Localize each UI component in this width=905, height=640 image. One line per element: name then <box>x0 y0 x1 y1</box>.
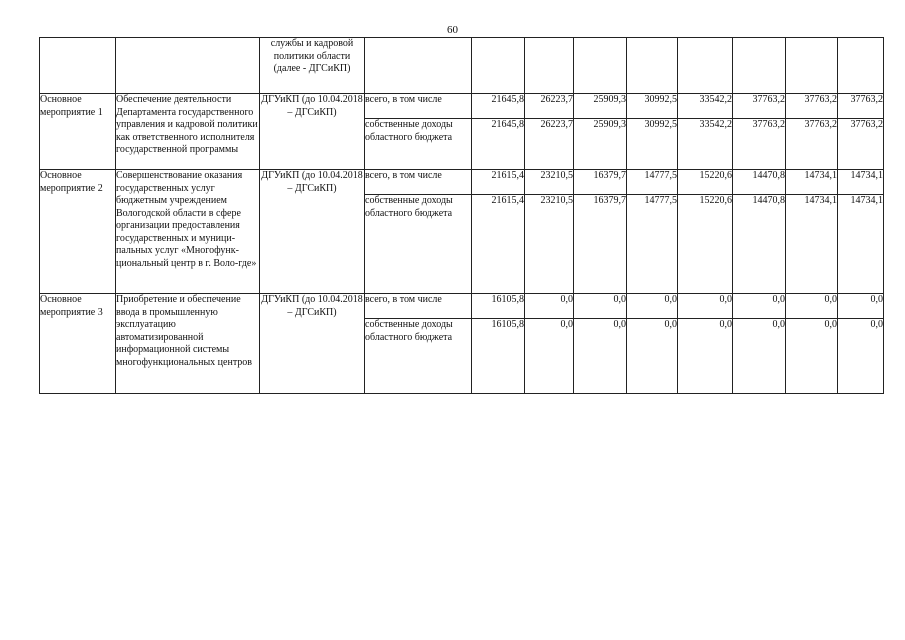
value-cell: 0,0 <box>525 294 574 319</box>
value-cell: 0,0 <box>733 319 786 394</box>
activity-name: Приобретение и обеспечение ввода в промышленную эксплуатацию автоматизированной информационной системы многофункциональных центров <box>116 294 260 394</box>
value-cell: 30992,5 <box>627 119 678 170</box>
value-cell: 14734,1 <box>786 170 838 195</box>
header-cell <box>365 38 472 94</box>
funding-source-total: всего, в том числе <box>365 94 472 119</box>
activity-executor: ДГУиКП (до 10.04.2018 – ДГСиКП) <box>260 94 365 170</box>
header-executor-continued: службы и кадровой политики области (далее - ДГСиКП) <box>260 38 365 94</box>
value-cell: 0,0 <box>838 319 884 394</box>
value-cell: 33542,2 <box>678 119 733 170</box>
activity-executor: ДГУиКП (до 10.04.2018 – ДГСиКП) <box>260 170 365 294</box>
value-cell: 14470,8 <box>733 170 786 195</box>
value-cell: 0,0 <box>574 319 627 394</box>
value-cell: 37763,2 <box>733 94 786 119</box>
value-cell: 30992,5 <box>627 94 678 119</box>
value-cell: 25909,3 <box>574 94 627 119</box>
page-number: 60 <box>447 24 458 36</box>
header-cell <box>627 38 678 94</box>
header-cell <box>678 38 733 94</box>
funding-source-own: собственные доходы областного бюджета <box>365 119 472 170</box>
budget-table <box>39 37 884 394</box>
value-cell: 26223,7 <box>525 94 574 119</box>
value-cell: 37763,2 <box>838 94 884 119</box>
funding-source-own: собственные доходы областного бюджета <box>365 195 472 294</box>
table-header-row <box>40 38 884 94</box>
value-cell: 37763,2 <box>838 119 884 170</box>
header-cell <box>786 38 838 94</box>
header-cell <box>40 38 116 94</box>
value-cell: 16379,7 <box>574 195 627 294</box>
funding-source-total: всего, в том числе <box>365 294 472 319</box>
activity-type: Основное мероприятие 3 <box>40 294 116 394</box>
value-cell: 37763,2 <box>733 119 786 170</box>
value-cell: 33542,2 <box>678 94 733 119</box>
funding-source-total: всего, в том числе <box>365 170 472 195</box>
value-cell: 21615,4 <box>472 195 525 294</box>
value-cell: 15220,6 <box>678 195 733 294</box>
value-cell: 15220,6 <box>678 170 733 195</box>
value-cell: 14734,1 <box>838 170 884 195</box>
value-cell: 0,0 <box>627 319 678 394</box>
value-cell: 21645,8 <box>472 94 525 119</box>
value-cell: 0,0 <box>678 294 733 319</box>
header-cell <box>472 38 525 94</box>
activity-type: Основное мероприятие 2 <box>40 170 116 294</box>
value-cell: 21615,4 <box>472 170 525 195</box>
value-cell: 0,0 <box>525 319 574 394</box>
value-cell: 0,0 <box>574 294 627 319</box>
value-cell: 21645,8 <box>472 119 525 170</box>
table-row <box>40 294 884 319</box>
value-cell: 0,0 <box>678 319 733 394</box>
value-cell: 14777,5 <box>627 195 678 294</box>
value-cell: 16105,8 <box>472 319 525 394</box>
value-cell: 16105,8 <box>472 294 525 319</box>
activity-executor: ДГУиКП (до 10.04.2018 – ДГСиКП) <box>260 294 365 394</box>
activity-type: Основное мероприятие 1 <box>40 94 116 170</box>
value-cell: 23210,5 <box>525 195 574 294</box>
value-cell: 37763,2 <box>786 119 838 170</box>
header-cell <box>525 38 574 94</box>
value-cell: 16379,7 <box>574 170 627 195</box>
value-cell: 23210,5 <box>525 170 574 195</box>
value-cell: 25909,3 <box>574 119 627 170</box>
value-cell: 0,0 <box>838 294 884 319</box>
value-cell: 0,0 <box>627 294 678 319</box>
activity-name: Совершенствование оказания государственных услуг бюджетным учреждением Вологодской области в сфере организации предоставления государственных и муници-пальных услуг «Многофунк-циональный центр в г. Воло-где» <box>116 170 260 294</box>
value-cell: 14734,1 <box>838 195 884 294</box>
header-cell <box>733 38 786 94</box>
table-row <box>40 94 884 119</box>
header-cell <box>574 38 627 94</box>
header-cell <box>116 38 260 94</box>
funding-source-own: собственные доходы областного бюджета <box>365 319 472 394</box>
activity-name: Обеспечение деятельности Департамента государственного управления и кадровой политики как ответственного исполнителя государственной программы <box>116 94 260 170</box>
value-cell: 37763,2 <box>786 94 838 119</box>
value-cell: 0,0 <box>786 319 838 394</box>
value-cell: 14777,5 <box>627 170 678 195</box>
value-cell: 26223,7 <box>525 119 574 170</box>
value-cell: 14734,1 <box>786 195 838 294</box>
header-cell <box>838 38 884 94</box>
value-cell: 0,0 <box>786 294 838 319</box>
value-cell: 14470,8 <box>733 195 786 294</box>
table-row <box>40 170 884 195</box>
value-cell: 0,0 <box>733 294 786 319</box>
